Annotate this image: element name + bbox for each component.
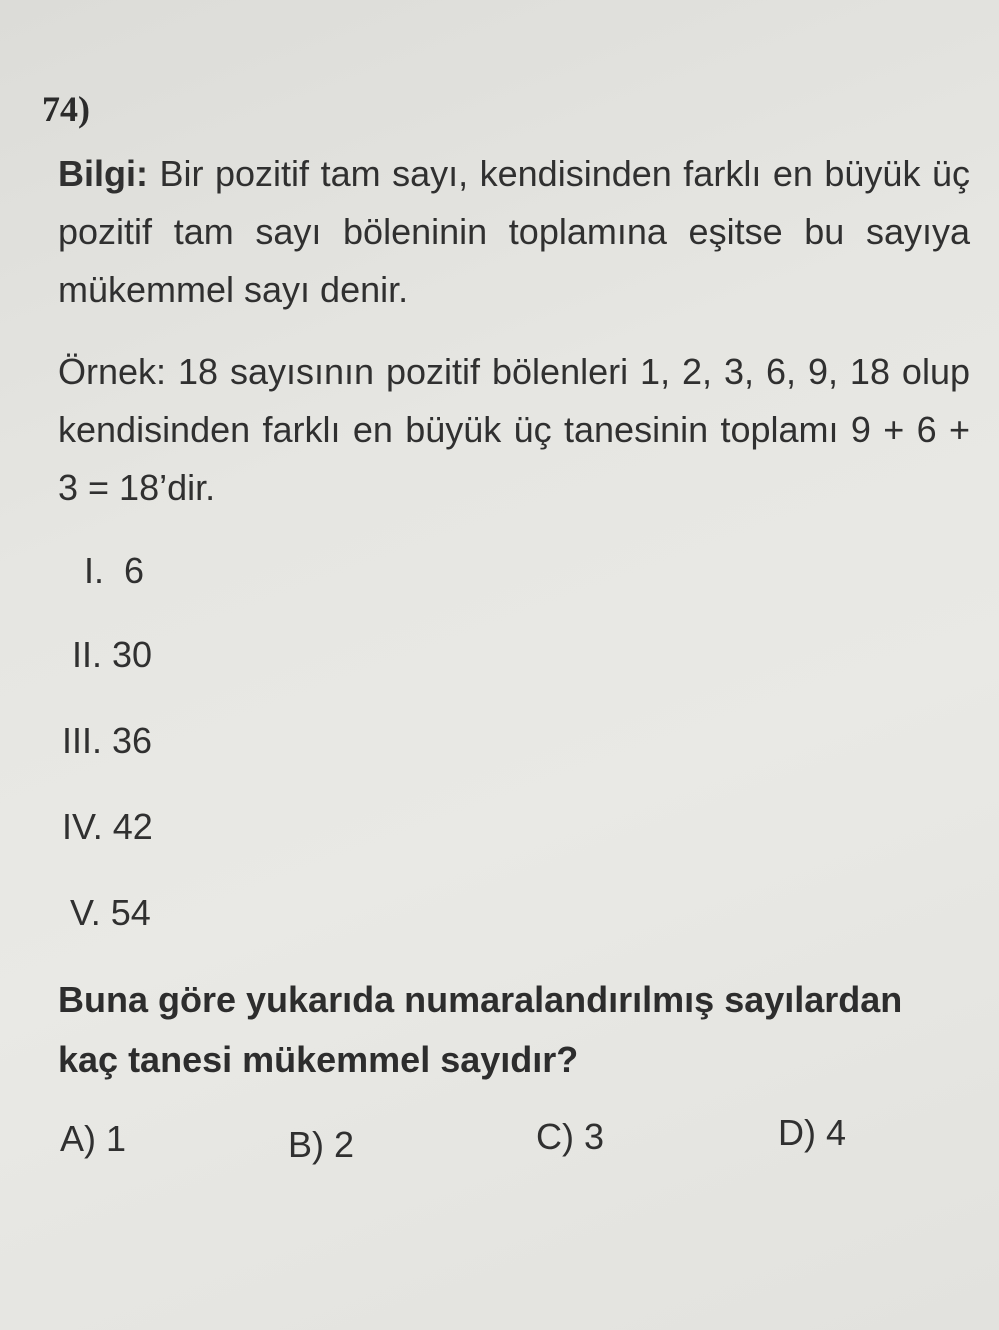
roman-item-label: I. [84, 550, 105, 591]
roman-item-value: 6 [124, 550, 145, 591]
roman-item-2 [72, 634, 152, 676]
roman-item-4 [62, 806, 153, 848]
roman-item-value: 54 [110, 892, 151, 933]
roman-item-value: 42 [112, 806, 153, 847]
info-paragraph [58, 145, 970, 319]
roman-item-3 [62, 720, 152, 762]
info-text: Bir pozitif tam sayı, kendisinden farklı en büyük üç pozitif tam sayı böleninin toplamına eşitse bu sayıya mükemmel sayı denir. [58, 153, 970, 310]
choice-c[interactable]: C) 3 [536, 1116, 605, 1157]
roman-item-5 [70, 892, 151, 934]
question-number: 74) [42, 89, 90, 129]
choice-a[interactable]: A) 1 [60, 1118, 127, 1159]
example-paragraph: Örnek: 18 sayısının pozitif bölenleri 1, 2, 3, 6, 9, 18 olup kendisinden farklı en büyük üç tanesinin toplamı 9 + 6 + 3 = 18’dir. [58, 351, 970, 508]
choice-d[interactable]: D) 4 [778, 1112, 847, 1153]
roman-item-value: 36 [112, 720, 153, 761]
roman-item-label: III. [62, 720, 103, 761]
roman-item-label: V. [70, 892, 101, 933]
roman-item-label: IV. [62, 806, 103, 847]
roman-item-value: 30 [112, 634, 153, 675]
info-label: Bilgi: [58, 153, 148, 194]
roman-item-1 [84, 550, 144, 592]
roman-item-label: II. [72, 634, 103, 675]
choice-b[interactable]: B) 2 [288, 1124, 355, 1165]
question-text: Buna göre yukarıda numaralandırılmış sayılardan kaç tanesi mükemmel sayıdır? [58, 979, 903, 1080]
